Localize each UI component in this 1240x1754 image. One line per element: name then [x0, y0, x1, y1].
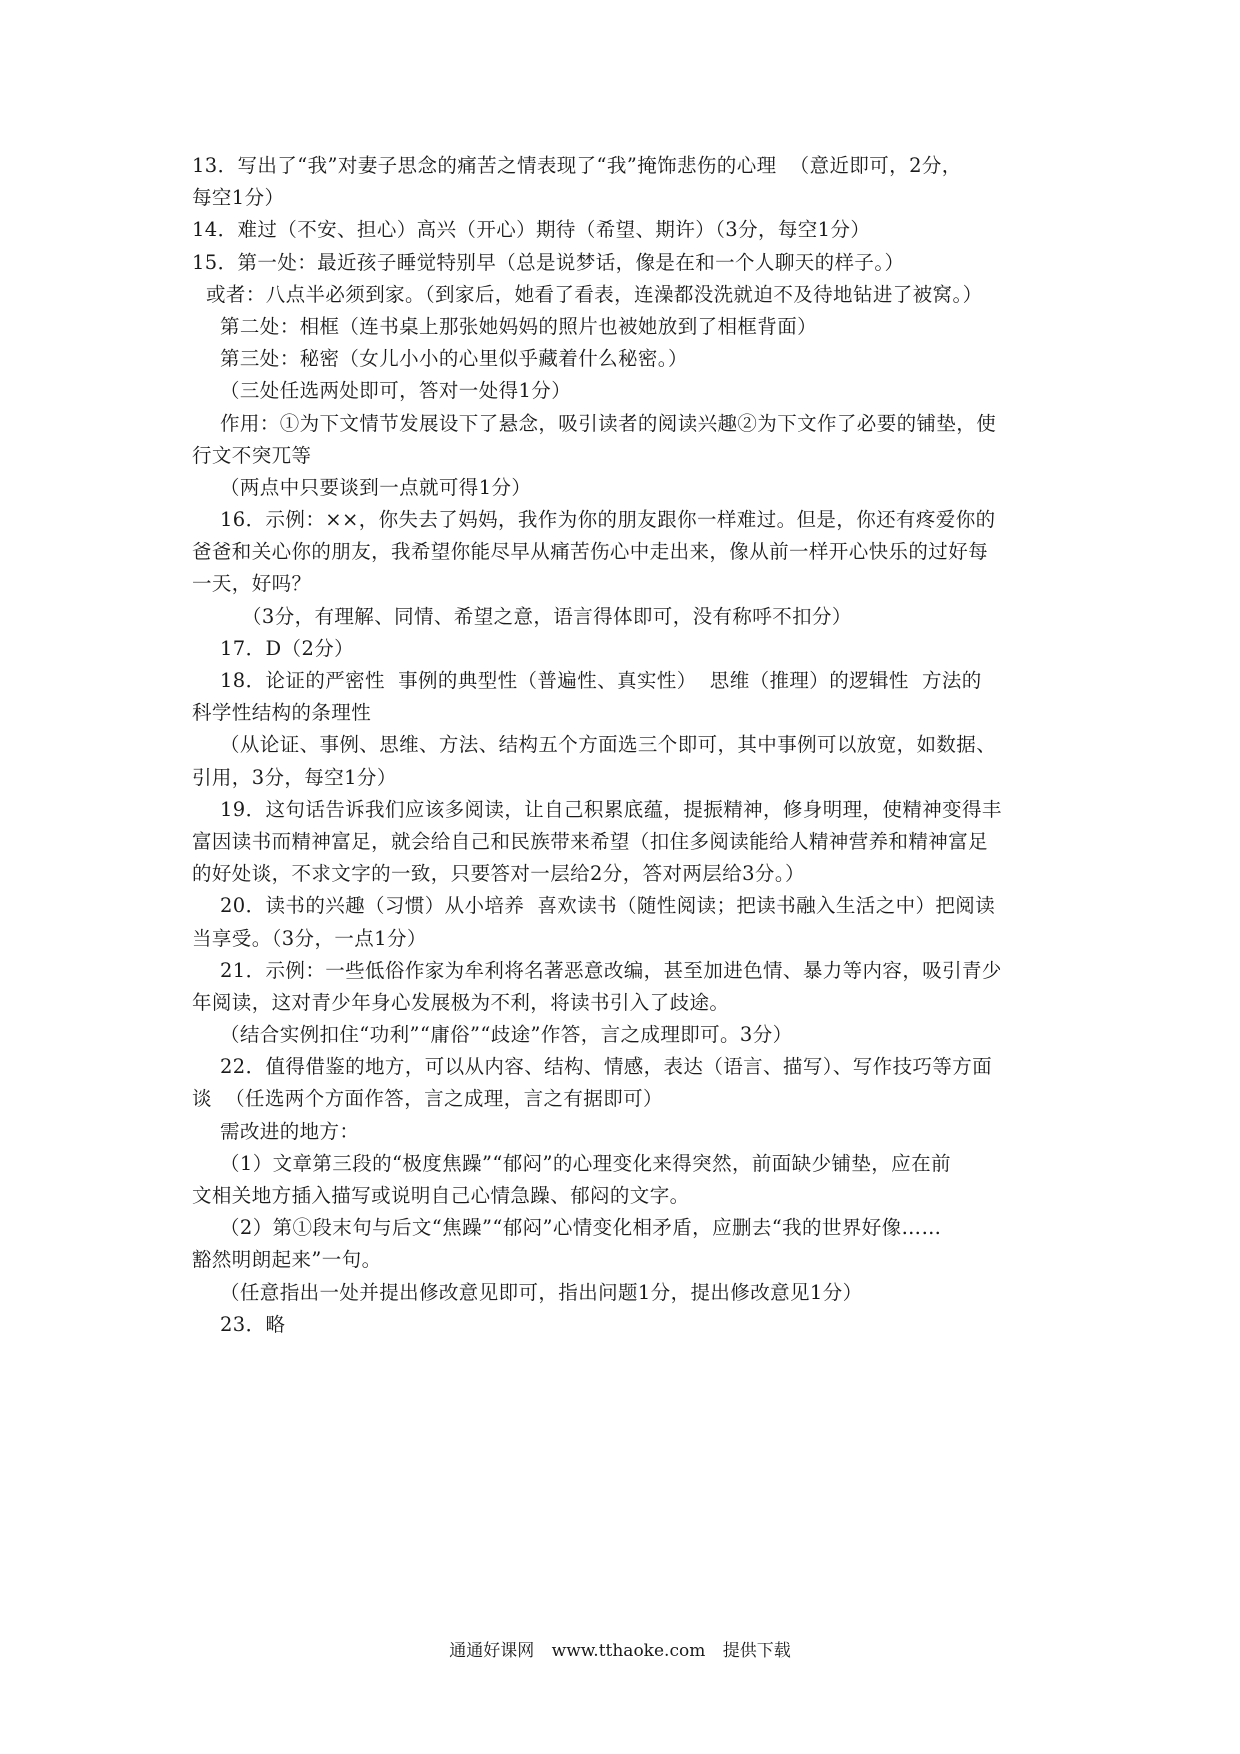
text-line: 或者：八点半必须到家。（到家后，她看了看表，连澡都没洗就迫不及待地钻进了被窝。） [206, 282, 983, 306]
text-line: 引用，3分，每空1分） [192, 765, 397, 789]
text-line: （结合实例扣住“功利”“庸俗”“歧途”作答，言之成理即可。3分） [220, 1023, 793, 1047]
text-line: 豁然明朗起来”一句。 [192, 1248, 382, 1272]
text-line: 一天，好吗？ [192, 572, 312, 596]
page-footer [0, 1636, 1240, 1661]
text-line: 20．读书的兴趣（习惯）从小培养 喜欢读书（随性阅读；把读书融入生活之中）把阅读 [220, 894, 996, 918]
text-line: 科学性结构的条理性 [192, 701, 372, 725]
text-line: 19．这句话告诉我们应该多阅读，让自己积累底蕴，提振精神，修身明理，使精神变得丰 [220, 797, 1002, 821]
footer-site-name: 通通好课网 [449, 1641, 535, 1661]
text-line: 15．第一处：最近孩子睡觉特别早（总是说梦话，像是在和一个人聊天的样子。） [192, 250, 905, 274]
text-line: （3分，有理解、同情、希望之意，语言得体即可，没有称呼不扣分） [242, 604, 852, 628]
text-line: 17．D（2分） [220, 636, 355, 660]
text-line: （1）文章第三段的“极度焦躁”“郁闷”的心理变化来得突然，前面缺少铺垫，应在前 [220, 1151, 951, 1175]
text-line: 21．示例：一些低俗作家为牟利将名著恶意改编，甚至加进色情、暴力等内容，吸引青少 [220, 958, 1002, 982]
text-line: 文相关地方插入描写或说明自己心情急躁、郁闷的文字。 [192, 1184, 690, 1207]
footer-note: 提供下载 [722, 1641, 791, 1661]
text-line: 23．略 [220, 1312, 286, 1336]
text-line: 13．写出了“我”对妻子思念的痛苦之情表现了“我”掩饰悲伤的心理 （意近即可，2分， [192, 154, 962, 177]
text-line: 谈 （任选两个方面作答，言之成理，言之有据即可） [192, 1087, 663, 1111]
answer-key-body [192, 150, 1060, 1341]
text-line: 当享受。（3分，一点1分） [192, 926, 427, 950]
text-line: （两点中只要谈到一点就可得1分） [220, 475, 532, 499]
text-line: 爸爸和关心你的朋友，我希望你能尽早从痛苦伤心中走出来，像从前一样开心快乐的过好每 [192, 540, 989, 564]
text-line: （2）第①段末句与后文“焦躁”“郁闷”心情变化相矛盾，应删去“我的世界好像…… [220, 1216, 942, 1240]
text-line: 每空1分） [192, 186, 285, 210]
text-line: （从论证、事例、思维、方法、结构五个方面选三个即可，其中事例可以放宽，如数据、 [220, 733, 997, 757]
text-line: 第二处：相框（连书桌上那张她妈妈的照片也被她放到了相框背面） [220, 314, 818, 338]
text-line: 14．难过（不安、担心）高兴（开心）期待（希望、期许）（3分，每空1分） [192, 218, 871, 242]
text-line: 的好处谈，不求文字的一致，只要答对一层给2分，答对两层给3分。） [192, 862, 805, 886]
text-line: 18．论证的严密性 事例的典型性（普遍性、真实性） 思维（推理）的逻辑性 方法的 [220, 669, 982, 692]
text-line: （三处任选两处即可，答对一处得1分） [220, 379, 572, 403]
text-line: 富因读书而精神富足，就会给自己和民族带来希望（扣住多阅读能给人精神营养和精神富足 [192, 829, 989, 853]
text-line: 年阅读，这对青少年身心发展极为不利，将读书引入了歧途。 [192, 990, 730, 1014]
text-line: 行文不突兀等 [192, 443, 312, 467]
text-line: 16．示例：××，你失去了妈妈，我作为你的朋友跟你一样难过。但是，你还有疼爱你的 [220, 508, 996, 532]
text-line: 第三处：秘密（女儿小小的心里似乎藏着什么秘密。） [220, 347, 688, 371]
footer-url: www.tthaoke.com [551, 1641, 706, 1661]
text-line: 作用：①为下文情节发展设下了悬念，吸引读者的阅读兴趣②为下文作了必要的铺垫，使 [220, 411, 997, 435]
text-line: 需改进的地方： [220, 1119, 360, 1143]
text-line: （任意指出一处并提出修改意见即可，指出问题1分，提出修改意见1分） [220, 1280, 863, 1304]
text-line: 22．值得借鉴的地方，可以从内容、结构、情感，表达（语言、描写）、写作技巧等方面 [220, 1055, 993, 1079]
